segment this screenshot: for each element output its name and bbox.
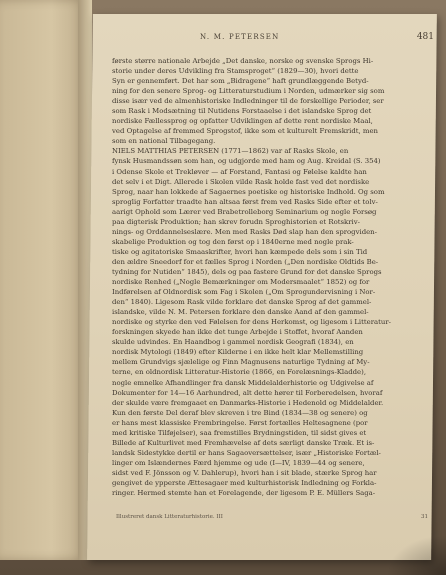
page-footer: [116, 514, 428, 524]
page-header: [130, 32, 434, 46]
running-head: N. M. PETERSEN: [200, 33, 280, 41]
text-line: nordiske Fællessprog og opfatter Udviklingen af dette rent nordiske Maal,: [112, 117, 373, 126]
text-line: aarigt Ophold som Lærer ved Brabetrolleborg Seminarium og nogle Forsøg: [112, 207, 377, 216]
text-line: landsk Sidestykke dertil er hans Sagaoversættelser, især „Historiske Fortæl-: [112, 448, 381, 457]
text-line: Billede af Kulturlivet med Fremhævelse af dets særligt danske Træk. Et is-: [112, 438, 375, 447]
text-line: linger om Islændernes Færd hjemme og ude (I—IV, 1839—44 og senere,: [112, 458, 365, 467]
text-line: Sprog, naar han lokkede af Sagaernes poetiske og historiske Indhold. Og som: [112, 187, 385, 196]
footer-signature: 31: [421, 514, 428, 520]
page-number: 481: [416, 32, 434, 42]
text-line: forskningen skyede han ikke det tunge Arbejde i Stoffet, hvoraf Aanden: [112, 328, 363, 337]
text-line: nings- og Orddannelseslære. Men med Rasks Død slap han den sprogviden-: [112, 227, 377, 236]
text-line: gengivet de ypperste Ættesagaer med kulturhistorisk Indledning og Forkla-: [112, 478, 377, 487]
text-line: NIELS MATTHIAS PETERSEN (1771—1862) var af Rasks Skole, en: [112, 147, 349, 156]
text-line: nordiske og styrke den ved Følelsen for dens Herkomst, og ligesom i Litteratur-: [112, 318, 391, 327]
text-line: paa digterisk Produktion; han skrev forudn Sproghistorien et Rotskriv-: [112, 217, 360, 226]
text-line: som en national Tilbagegang.: [112, 137, 216, 146]
text-line: det selv i et Digt. Allerede i Skolen vilde Rask holde fast ved det nordiske: [112, 177, 370, 186]
text-line: der skulde være fremgaaet en Danmarks-Historie i Hedenold og Middelalder.: [112, 398, 384, 407]
footer-book-title: Illustreret dansk Litteraturhistorie. III: [116, 514, 223, 520]
text-line: skulde udvindes. En Haandbog i gammel nordisk Geografi (1834), en: [112, 338, 354, 347]
text-line: mellem Grundvigs sjælelige og Finn Magnusens naturlige Tydning af My-: [112, 358, 370, 367]
text-line: den“ 1840). Ligesom Rask vilde forklare det danske Sprog af det gammel-: [112, 298, 372, 307]
text-line: Syn er gennemført. Det har som „Bidragene“ haft grundlæggende Betyd-: [112, 77, 369, 86]
text-line: terne, en oldnordisk Litteratur-Historie (1866, en Forelæsnings-Kladde),: [112, 368, 367, 377]
text-line: ringer. Hermed stemte han et Forelagende, der ligesom P. E. Müllers Saga-: [112, 489, 376, 498]
text-line: storie under deres Udvikling fra Stamsproget“ (1829—30), hvori dette: [112, 67, 359, 76]
text-line: tydning for Nutiden“ 1845), dels og paa fastere Grund for det danske Sprogs: [112, 267, 382, 276]
text-line: nordiske Renhed („Nogle Bemærkninger om Modersmaalet“ 1852) og for: [112, 278, 370, 287]
text-line: den ældre Sneedorf for et fælles Sprog i Norden („Den nordiske Oldtids Be-: [112, 257, 379, 266]
text-line: i Odense Skole et Trekløver — af Forstand, Fantasi og Følelse kaldte han: [112, 167, 367, 176]
text-line: Kun den første Del deraf blev skreven i tre Bind (1834—38 og senere) og: [112, 408, 368, 417]
facing-page: [0, 0, 86, 560]
text-line: islandske, vilde N. M. Petersen forklare den danske Aand af den gammel-: [112, 308, 369, 317]
corner-shadow: [386, 535, 446, 575]
text-line: fynsk Husmandssøn som han, og udgjorde med ham og Aug. Kreidal (S. 354): [112, 157, 381, 166]
text-line: sproglig Forfatter traadte han altsaa først frem ved Rasks Side efter et tolv-: [112, 197, 378, 206]
text-line: første større nationale Arbejde „Det danske, norske og svenske Sprogs Hi-: [112, 57, 374, 65]
text-line: ved Optagelse af fremmed Sprogstof, ikke som et kulturelt Fremskridt, men: [112, 127, 378, 136]
text-line: med kritiske Tilføjelser), saa fremstilles Brydningstiden, til sidst gives et: [112, 428, 367, 437]
text-line: som Rask i Modsætning til Nutidens Forstaaelse i det islandske Sprog det: [112, 107, 372, 116]
text-line: tiske og agitatoriske Smaaskrifter, hvori han kæmpede dels som i sin Tid: [112, 247, 368, 256]
text-line: Indførelsen af Oldnordisk som Fag i Skolen („Om Sprogundervisning i Nor-: [112, 288, 376, 297]
text-line: nordisk Mytologi (1849) efter Kilderne i en ikke helt klar Mellemstilling: [112, 348, 364, 357]
text-line: Dokumenter for 14—16 Aarhundred, alt dette hører til Forberedelsen, hvoraf: [112, 388, 383, 397]
text-line: disse især ved de almenhistoriske Indledninger til de forskellige Perioder, ser: [112, 97, 384, 106]
text-line: ning for den senere Sprog- og Litteraturstudium i Norden, udmærker sig som: [112, 87, 385, 96]
body-text: [112, 56, 418, 498]
text-line: nogle emnelke Afhandlinger fra dansk Middelalderhistorie og Udgivelse af: [112, 378, 374, 387]
text-line: skabelige Produktion og tog den først op i 1840erne med nogle prak-: [112, 237, 354, 246]
text-line: er hans mest klassiske Frembringelse. Først fortælles Heltesagnene (por: [112, 418, 368, 427]
text-line: sidst ved F. Jönsson og V. Dahlerup), hvori han i sit blade, stærke Sprog har: [112, 468, 377, 477]
